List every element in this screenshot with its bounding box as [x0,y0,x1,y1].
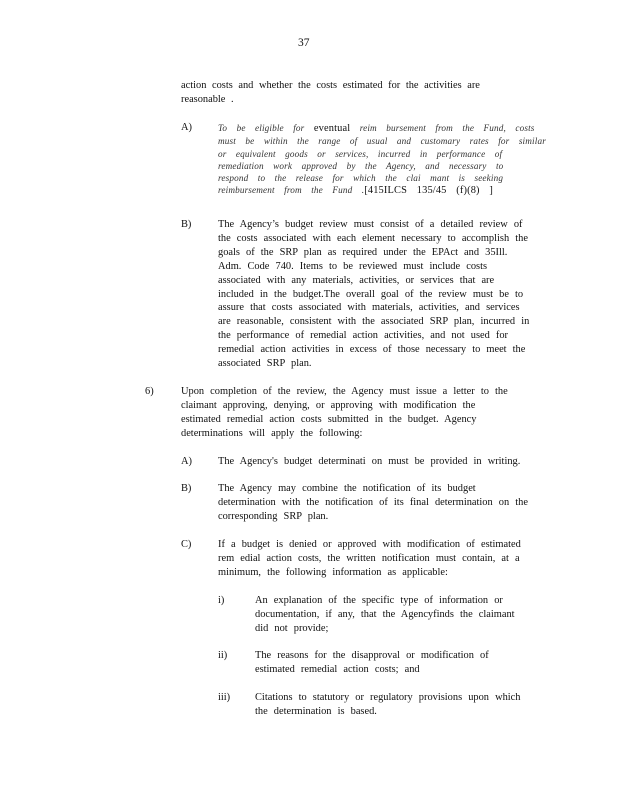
item-b-line: the performance of remedial action activities, and not used for [218,330,509,342]
item-6b-text [218,482,528,524]
item-a-line: reimbursement from the Fund .[415ILCS 135/45 (f)(8) ] [218,185,494,197]
item-a-line: respond to the release for which the clai mant is seeking [218,173,504,184]
item-6a-text [218,455,520,469]
item-6-text [181,385,508,441]
item-b-line: included in the budget.The overall goal of the review must be to [218,288,524,300]
item-i-line: documentation, if any, that the Agencyfinds the claimant [255,608,515,620]
item-ii-line: The reasons for the disapproval or modification of [255,650,489,661]
item-a-line: must be within the range of usual and customary rates for similar [218,136,546,147]
item-6a-line: The Agency's budget determinati on must be provided in writing. [218,456,521,467]
item-6-line: estimated remedial action costs submitted in the budget. Agency [181,413,477,425]
intro-line: action costs and whether the costs estimated for the activities are [181,80,480,91]
item-6c-line: minimum, the following information as applicable: [218,566,448,578]
item-a-line: To be eligible for eventual reim bursement from the Fund, costs [218,123,535,134]
item-6a-label: A) [181,456,192,467]
item-b-label: B) [181,219,192,230]
item-6c-text [218,538,521,580]
item-b-line: associated SRP plan. [218,358,312,370]
item-ii-line: estimated remedial action costs; and [255,663,420,675]
item-a-line: or equivalent goods or services, incurred in performance of [218,148,503,159]
item-i-line: did not provide; [255,622,329,634]
intro-paragraph [181,79,480,107]
item-iii-line: Citations to statutory or regulatory provisions upon which [255,692,521,703]
item-6-line: Upon completion of the review, the Agency must issue a letter to the [181,386,508,397]
item-a-upright-word: eventual [313,123,351,134]
item-iii-text [255,691,520,719]
item-b-line: Adm. Code 740. Items to be reviewed must include costs [218,260,487,272]
item-6c-line: If a budget is denied or approved with modification of estimated [218,539,521,550]
item-iii-line: the determination is based. [255,705,377,717]
item-b-line: the costs associated with each element necessary to accomplish the [218,232,528,244]
statute-citation: [415ILCS 135/45 (f)(8) ] [364,185,494,197]
item-a-text [218,122,546,198]
item-6-line: determinations will apply the following: [181,427,363,439]
item-ii-label: ii) [218,650,228,661]
item-b-line: are reasonable, consistent with the associated SRP plan, incurred in [218,316,530,328]
item-b-text [218,218,529,371]
item-6b-line: determination with the notification of its final determination on the [218,496,528,508]
item-6b-label: B) [181,483,192,494]
item-b-line: goals of the SRP plan as required under the EPAct and 35Ill. [218,246,508,258]
item-6c-line: rem edial action costs, the written notification must contain, at a [218,552,520,564]
item-b-line: assure that costs associated with materials, activities, and services [218,302,520,314]
item-6-label: 6) [145,386,154,397]
item-a-line: remediation work approved by the Agency, and necessary to [218,160,504,171]
item-i-label: i) [218,595,225,606]
item-iii-label: iii) [218,692,231,703]
item-a-label: A) [181,122,192,133]
item-b-line: remedial action activities in excess of those necessary to meet the [218,344,526,356]
item-b-line: associated with any materials, activities, or services that are [218,274,495,286]
item-ii-text [255,649,489,677]
item-i-text [255,594,515,636]
item-6-line: claimant approving, denying, or approving with modification the [181,399,476,411]
item-6b-line: corresponding SRP plan. [218,510,329,522]
item-6b-line: The Agency may combine the notification of its budget [218,483,476,494]
page-number: 37 [298,37,310,49]
item-b-line: The Agency’s budget review must consist of a detailed review of [218,219,523,230]
item-6c-label: C) [181,539,192,550]
intro-line: reasonable . [181,93,234,105]
item-i-line: An explanation of the specific type of information or [255,595,503,606]
